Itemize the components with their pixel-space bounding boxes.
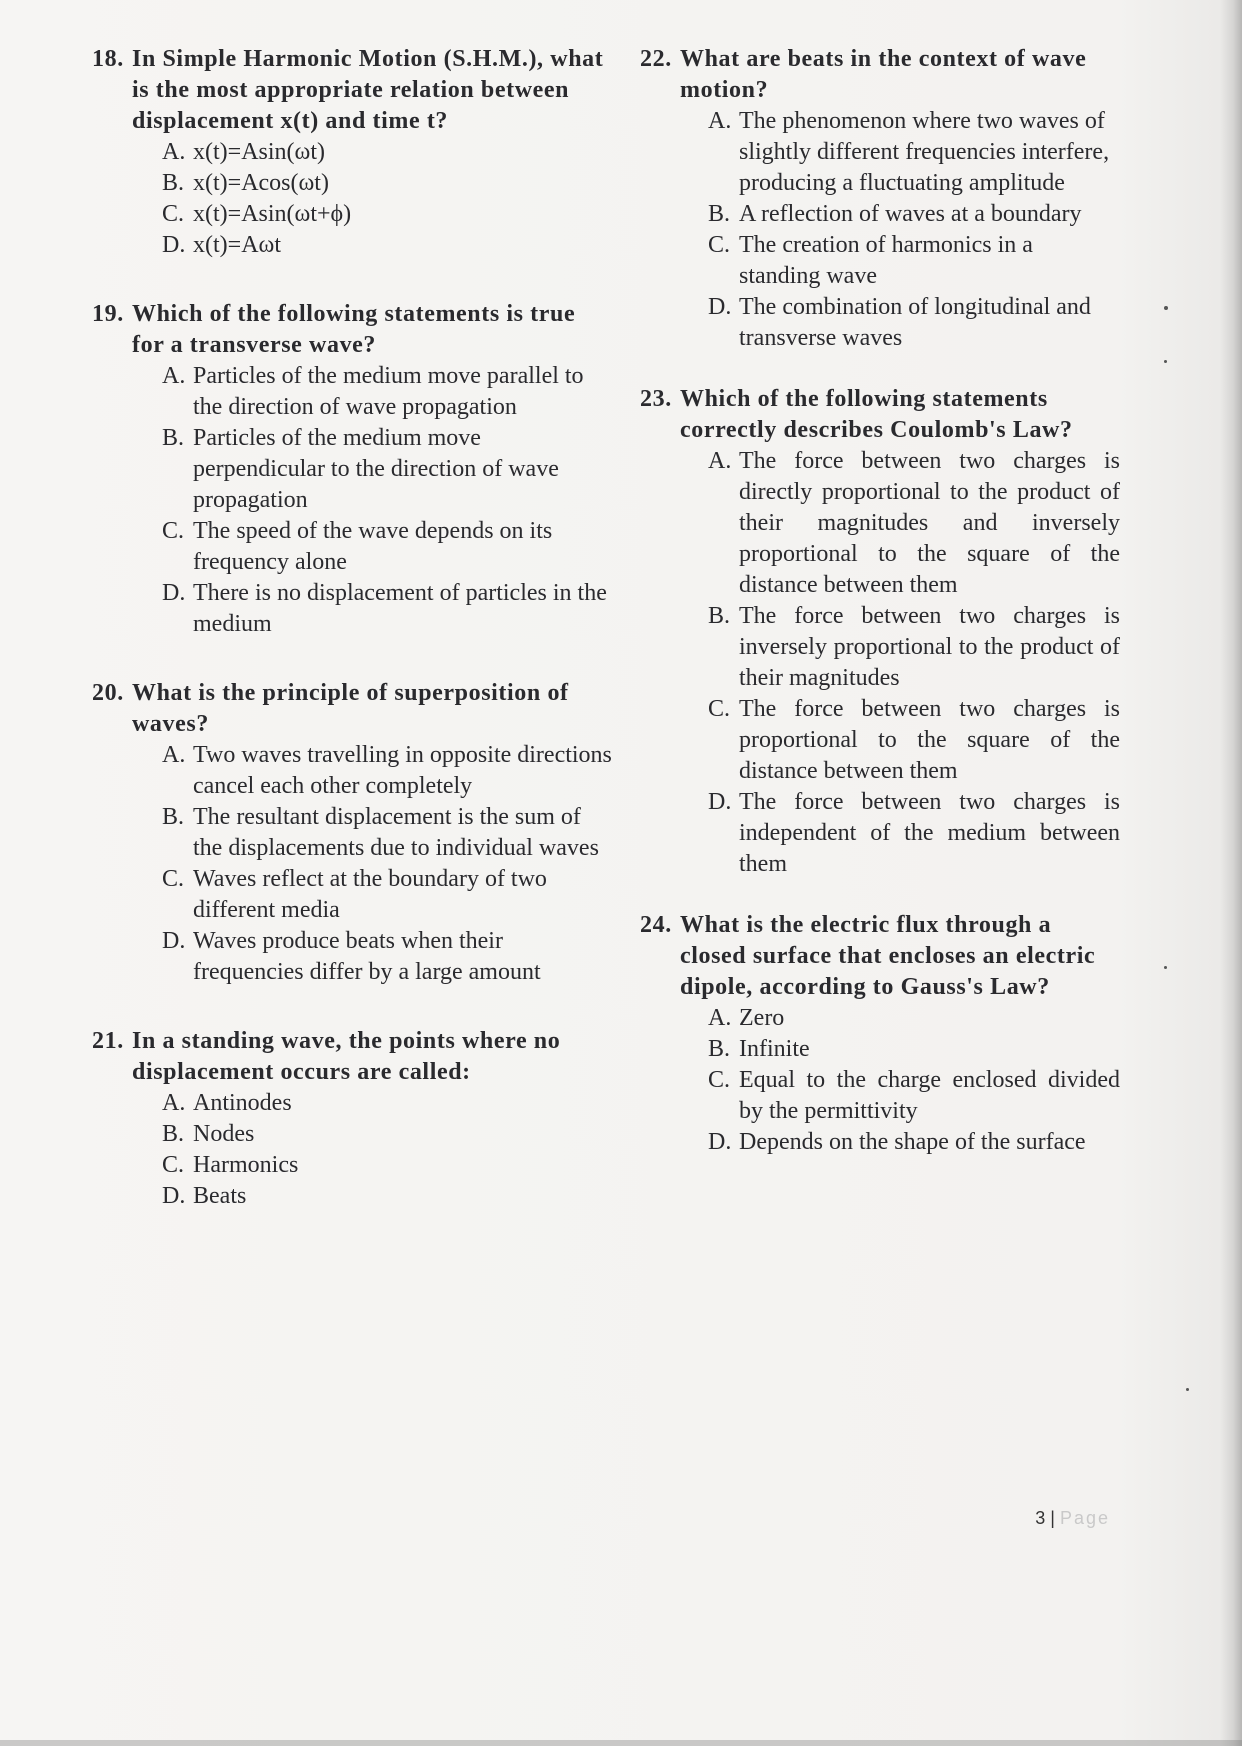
- option-b: [162, 168, 612, 199]
- option-c: [162, 199, 612, 230]
- option-c: [708, 230, 1120, 292]
- option-a: [162, 361, 612, 423]
- question-text: In Simple Harmonic Motion (S.H.M.), what is the most appropriate relation between displacement x(t) and time t?: [132, 46, 604, 134]
- question-18: [92, 44, 612, 261]
- options-list: [640, 106, 1120, 354]
- question-number: 21.: [92, 1028, 124, 1054]
- option-text: There is no displacement of particles in the medium: [193, 580, 607, 637]
- option-a: [708, 106, 1120, 199]
- scan-edge-right: [1220, 0, 1242, 1746]
- option-text: Waves reflect at the boundary of two different media: [193, 866, 547, 923]
- left-column: [92, 44, 612, 1212]
- question-21: [92, 1026, 612, 1212]
- option-text: Harmonics: [193, 1152, 299, 1178]
- options-list: [92, 1088, 612, 1212]
- option-a: [708, 446, 1120, 601]
- option-letter: D.: [708, 789, 732, 815]
- question-number: 19.: [92, 301, 124, 327]
- option-d: [162, 578, 612, 640]
- options-list: [92, 740, 612, 988]
- question-number: 24.: [640, 912, 672, 938]
- question-stem: [92, 678, 612, 740]
- option-d: [708, 787, 1120, 880]
- page-number: [1035, 1508, 1110, 1529]
- option-text: The speed of the wave depends on its frequency alone: [193, 518, 553, 575]
- option-text: The force between two charges is independent of the medium between them: [739, 789, 1120, 877]
- option-letter: D.: [162, 928, 186, 954]
- option-c: [162, 864, 612, 926]
- question-stem: [640, 44, 1120, 106]
- options-list: [640, 1003, 1120, 1158]
- option-letter: C.: [162, 1152, 185, 1178]
- option-text: Depends on the shape of the surface: [739, 1129, 1086, 1155]
- option-a: [162, 137, 612, 168]
- option-c: [708, 694, 1120, 787]
- option-a: [162, 740, 612, 802]
- option-b: [162, 423, 612, 516]
- option-text: The creation of harmonics in a standing wave: [739, 232, 1033, 289]
- option-letter: D.: [708, 294, 732, 320]
- option-text: The resultant displacement is the sum of the displacements due to individual waves: [193, 804, 599, 861]
- scan-speck: [1164, 360, 1167, 363]
- option-letter: C.: [162, 201, 185, 227]
- question-22: [640, 44, 1120, 354]
- option-text: The force between two charges is proportional to the square of the distance between them: [739, 696, 1120, 784]
- option-text: The phenomenon where two waves of slightly different frequencies interfere, producing a fluctuating amplitude: [739, 108, 1110, 196]
- option-letter: A.: [162, 363, 186, 389]
- option-letter: B.: [708, 1036, 731, 1062]
- option-text: Waves produce beats when their frequencies differ by a large amount: [193, 928, 541, 985]
- option-letter: C.: [708, 232, 731, 258]
- option-text: A reflection of waves at a boundary: [739, 201, 1082, 227]
- option-letter: C.: [708, 1067, 731, 1093]
- option-letter: D.: [162, 1183, 186, 1209]
- option-text: The force between two charges is directly proportional to the product of their magnitudes and inversely proportional to the square of the distance between them: [739, 448, 1120, 598]
- option-a: [162, 1088, 612, 1119]
- option-text: Nodes: [193, 1121, 255, 1147]
- option-text: Particles of the medium move perpendicular to the direction of wave propagation: [193, 425, 559, 513]
- page-label: Page: [1059, 1508, 1110, 1528]
- option-letter: A.: [708, 1005, 732, 1031]
- option-text: x(t)=Asin(ωt+ϕ): [193, 201, 352, 227]
- option-d: [708, 1127, 1120, 1158]
- question-stem: [92, 1026, 612, 1088]
- question-stem: [92, 44, 612, 137]
- option-b: [708, 1034, 1120, 1065]
- option-letter: D.: [708, 1129, 732, 1155]
- option-a: [708, 1003, 1120, 1034]
- question-text: What is the electric flux through a closed surface that encloses an electric dipole, according to Gauss's Law?: [680, 912, 1096, 1000]
- question-number: 23.: [640, 386, 672, 412]
- scan-speck: [1164, 966, 1167, 969]
- option-b: [162, 1119, 612, 1150]
- question-number: 20.: [92, 680, 124, 706]
- option-d: [162, 1181, 612, 1212]
- question-24: [640, 910, 1120, 1158]
- question-text: Which of the following statements is true for a transverse wave?: [132, 301, 576, 358]
- options-list: [92, 361, 612, 640]
- option-c: [162, 1150, 612, 1181]
- option-text: The combination of longitudinal and transverse waves: [739, 294, 1091, 351]
- right-column: [640, 44, 1120, 1158]
- option-b: [162, 802, 612, 864]
- option-text: Particles of the medium move parallel to the direction of wave propagation: [193, 363, 584, 420]
- question-number: 22.: [640, 46, 672, 72]
- option-b: [708, 601, 1120, 694]
- question-text: In a standing wave, the points where no displacement occurs are called:: [132, 1028, 561, 1085]
- option-text: x(t)=Asin(ωt): [193, 139, 325, 165]
- option-text: Two waves travelling in opposite directions cancel each other completely: [193, 742, 612, 799]
- page-number-value: 3 |: [1035, 1508, 1055, 1528]
- question-23: [640, 384, 1120, 880]
- option-letter: D.: [162, 232, 186, 258]
- question-number: 18.: [92, 46, 124, 72]
- question-19: [92, 299, 612, 640]
- question-stem: [92, 299, 612, 361]
- question-text: Which of the following statements correctly describes Coulomb's Law?: [680, 386, 1073, 443]
- option-text: Equal to the charge enclosed divided by the permittivity: [739, 1067, 1120, 1124]
- option-letter: A.: [162, 742, 186, 768]
- option-letter: B.: [162, 425, 185, 451]
- option-letter: A.: [162, 139, 186, 165]
- option-letter: A.: [708, 108, 732, 134]
- question-stem: [640, 384, 1120, 446]
- option-letter: B.: [162, 170, 185, 196]
- option-text: x(t)=Acos(ωt): [193, 170, 329, 196]
- scan-speck: [1164, 306, 1168, 310]
- option-letter: C.: [708, 696, 731, 722]
- option-letter: B.: [162, 1121, 185, 1147]
- option-text: Antinodes: [193, 1090, 292, 1116]
- option-text: Beats: [193, 1183, 247, 1209]
- option-text: Zero: [739, 1005, 785, 1031]
- option-letter: D.: [162, 580, 186, 606]
- option-letter: C.: [162, 866, 185, 892]
- option-text: The force between two charges is inversely proportional to the product of their magnitudes: [739, 603, 1120, 691]
- option-c: [162, 516, 612, 578]
- option-c: [708, 1065, 1120, 1127]
- question-20: [92, 678, 612, 988]
- options-list: [92, 137, 612, 261]
- option-d: [162, 230, 612, 261]
- option-letter: C.: [162, 518, 185, 544]
- question-text: What are beats in the context of wave motion?: [680, 46, 1087, 103]
- option-d: [162, 926, 612, 988]
- option-d: [708, 292, 1120, 354]
- question-text: What is the principle of superposition of waves?: [132, 680, 569, 737]
- option-letter: A.: [708, 448, 732, 474]
- option-letter: B.: [708, 201, 731, 227]
- option-b: [708, 199, 1120, 230]
- option-letter: A.: [162, 1090, 186, 1116]
- option-letter: B.: [162, 804, 185, 830]
- option-text: x(t)=Aωt: [193, 232, 281, 258]
- scan-edge-bottom: [0, 1740, 1242, 1746]
- option-text: Infinite: [739, 1036, 810, 1062]
- options-list: [640, 446, 1120, 880]
- question-stem: [640, 910, 1120, 1003]
- option-letter: B.: [708, 603, 731, 629]
- scan-speck: [1186, 1388, 1189, 1391]
